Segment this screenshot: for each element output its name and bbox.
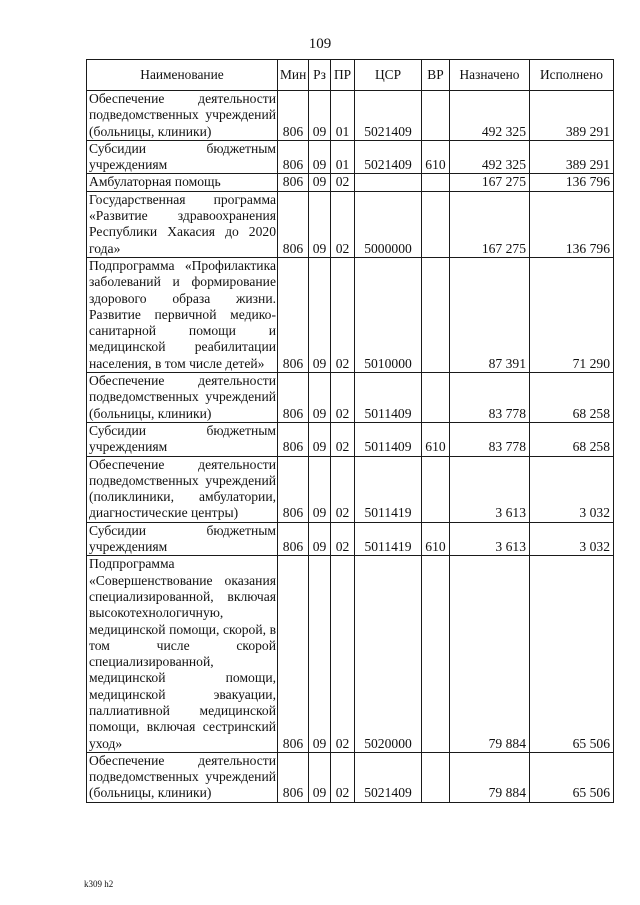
row-vr: [422, 91, 450, 141]
row-min: 806: [278, 752, 309, 802]
row-pr: 02: [331, 422, 355, 456]
table-header-row: [87, 60, 614, 91]
row-pr: 02: [331, 456, 355, 522]
row-csr: 5000000: [355, 191, 422, 257]
table-row: [87, 91, 614, 141]
row-pr: 02: [331, 174, 355, 191]
header-csr: ЦСР: [355, 60, 422, 91]
row-rz: 09: [309, 556, 331, 753]
row-min: 806: [278, 422, 309, 456]
row-assigned: 79 884: [450, 556, 530, 753]
row-csr: 5011409: [355, 422, 422, 456]
row-pr: 02: [331, 522, 355, 556]
header-executed: Исполнено: [530, 60, 614, 91]
row-executed: 3 032: [530, 522, 614, 556]
row-csr: 5020000: [355, 556, 422, 753]
row-assigned: 3 613: [450, 456, 530, 522]
table-row: [87, 752, 614, 802]
row-pr: 02: [331, 191, 355, 257]
table-row: [87, 422, 614, 456]
row-name: Подпрограмма «Совершенствование оказания специализированной, включая высокотехнологичную, медицинской помощи, скорой, в том числе скорой специализированной, медицинской помощи, медицинской эвакуации, паллиативной медицинской помощи, включая сестринский уход»: [87, 556, 278, 753]
row-vr: [422, 556, 450, 753]
row-vr: 610: [422, 522, 450, 556]
table-row: [87, 556, 614, 753]
page-number: 109: [308, 36, 332, 52]
row-executed: 136 796: [530, 174, 614, 191]
row-assigned: 492 325: [450, 91, 530, 141]
table-row: [87, 373, 614, 423]
row-min: 806: [278, 373, 309, 423]
row-rz: 09: [309, 257, 331, 372]
row-assigned: 3 613: [450, 522, 530, 556]
row-executed: 389 291: [530, 91, 614, 141]
table-row: [87, 174, 614, 191]
row-vr: 610: [422, 422, 450, 456]
row-min: 806: [278, 257, 309, 372]
table-row: [87, 522, 614, 556]
header-min: Мин: [278, 60, 309, 91]
table-row: [87, 191, 614, 257]
row-min: 806: [278, 91, 309, 141]
row-pr: 02: [331, 257, 355, 372]
row-rz: 09: [309, 191, 331, 257]
row-rz: 09: [309, 752, 331, 802]
row-vr: [422, 174, 450, 191]
row-csr: 5011419: [355, 456, 422, 522]
row-executed: 68 258: [530, 422, 614, 456]
row-executed: 136 796: [530, 191, 614, 257]
row-executed: 68 258: [530, 373, 614, 423]
row-rz: 09: [309, 373, 331, 423]
row-pr: 01: [331, 91, 355, 141]
row-name: Субсидии бюджетным учреждениям: [87, 522, 278, 556]
row-assigned: 492 325: [450, 140, 530, 174]
row-name: Амбулаторная помощь: [87, 174, 278, 191]
row-vr: 610: [422, 140, 450, 174]
row-min: 806: [278, 556, 309, 753]
row-assigned: 167 275: [450, 174, 530, 191]
row-vr: [422, 456, 450, 522]
row-vr: [422, 373, 450, 423]
row-rz: 09: [309, 140, 331, 174]
header-rz: Рз: [309, 60, 331, 91]
row-name: Государственная программа «Развитие здравоохранения Республики Хакасия до 2020 года»: [87, 191, 278, 257]
row-assigned: 87 391: [450, 257, 530, 372]
row-vr: [422, 752, 450, 802]
row-rz: 09: [309, 522, 331, 556]
row-rz: 09: [309, 422, 331, 456]
row-name: Обеспечение деятельности подведомственных учреждений (больницы, клиники): [87, 373, 278, 423]
header-pr: ПР: [331, 60, 355, 91]
row-csr: 5010000: [355, 257, 422, 372]
row-name: Обеспечение деятельности подведомственных учреждений (больницы, клиники): [87, 91, 278, 141]
row-vr: [422, 257, 450, 372]
row-name: Обеспечение деятельности подведомственных учреждений (больницы, клиники): [87, 752, 278, 802]
row-assigned: 83 778: [450, 373, 530, 423]
row-rz: 09: [309, 91, 331, 141]
header-vr: ВР: [422, 60, 450, 91]
row-min: 806: [278, 191, 309, 257]
row-executed: 3 032: [530, 456, 614, 522]
row-executed: 71 290: [530, 257, 614, 372]
row-csr: 5011409: [355, 373, 422, 423]
row-min: 806: [278, 456, 309, 522]
row-pr: 01: [331, 140, 355, 174]
row-csr: 5011419: [355, 522, 422, 556]
row-rz: 09: [309, 456, 331, 522]
row-csr: 5021409: [355, 91, 422, 141]
row-executed: 65 506: [530, 556, 614, 753]
row-assigned: 83 778: [450, 422, 530, 456]
row-vr: [422, 191, 450, 257]
row-name: Обеспечение деятельности подведомственных учреждений (поликлиники, амбулатории, диагностические центры): [87, 456, 278, 522]
budget-table: [86, 59, 614, 803]
row-csr: 5021409: [355, 140, 422, 174]
row-pr: 02: [331, 752, 355, 802]
row-assigned: 79 884: [450, 752, 530, 802]
header-assigned: Назначено: [450, 60, 530, 91]
table-row: [87, 257, 614, 372]
row-min: 806: [278, 522, 309, 556]
row-assigned: 167 275: [450, 191, 530, 257]
row-min: 806: [278, 174, 309, 191]
header-name: Наименование: [87, 60, 278, 91]
row-name: Субсидии бюджетным учреждениям: [87, 140, 278, 174]
footer-code: k309 h2: [84, 879, 114, 889]
row-rz: 09: [309, 174, 331, 191]
table-row: [87, 456, 614, 522]
row-name: Подпрограмма «Профилактика заболеваний и формирование здорового образа жизни. Развитие первичной медико-санитарной помощи и медицинской реабилитации населения, в том числе детей»: [87, 257, 278, 372]
row-name: Субсидии бюджетным учреждениям: [87, 422, 278, 456]
row-executed: 389 291: [530, 140, 614, 174]
row-csr: [355, 174, 422, 191]
row-pr: 02: [331, 556, 355, 753]
row-pr: 02: [331, 373, 355, 423]
table-row: [87, 140, 614, 174]
row-csr: 5021409: [355, 752, 422, 802]
row-min: 806: [278, 140, 309, 174]
row-executed: 65 506: [530, 752, 614, 802]
